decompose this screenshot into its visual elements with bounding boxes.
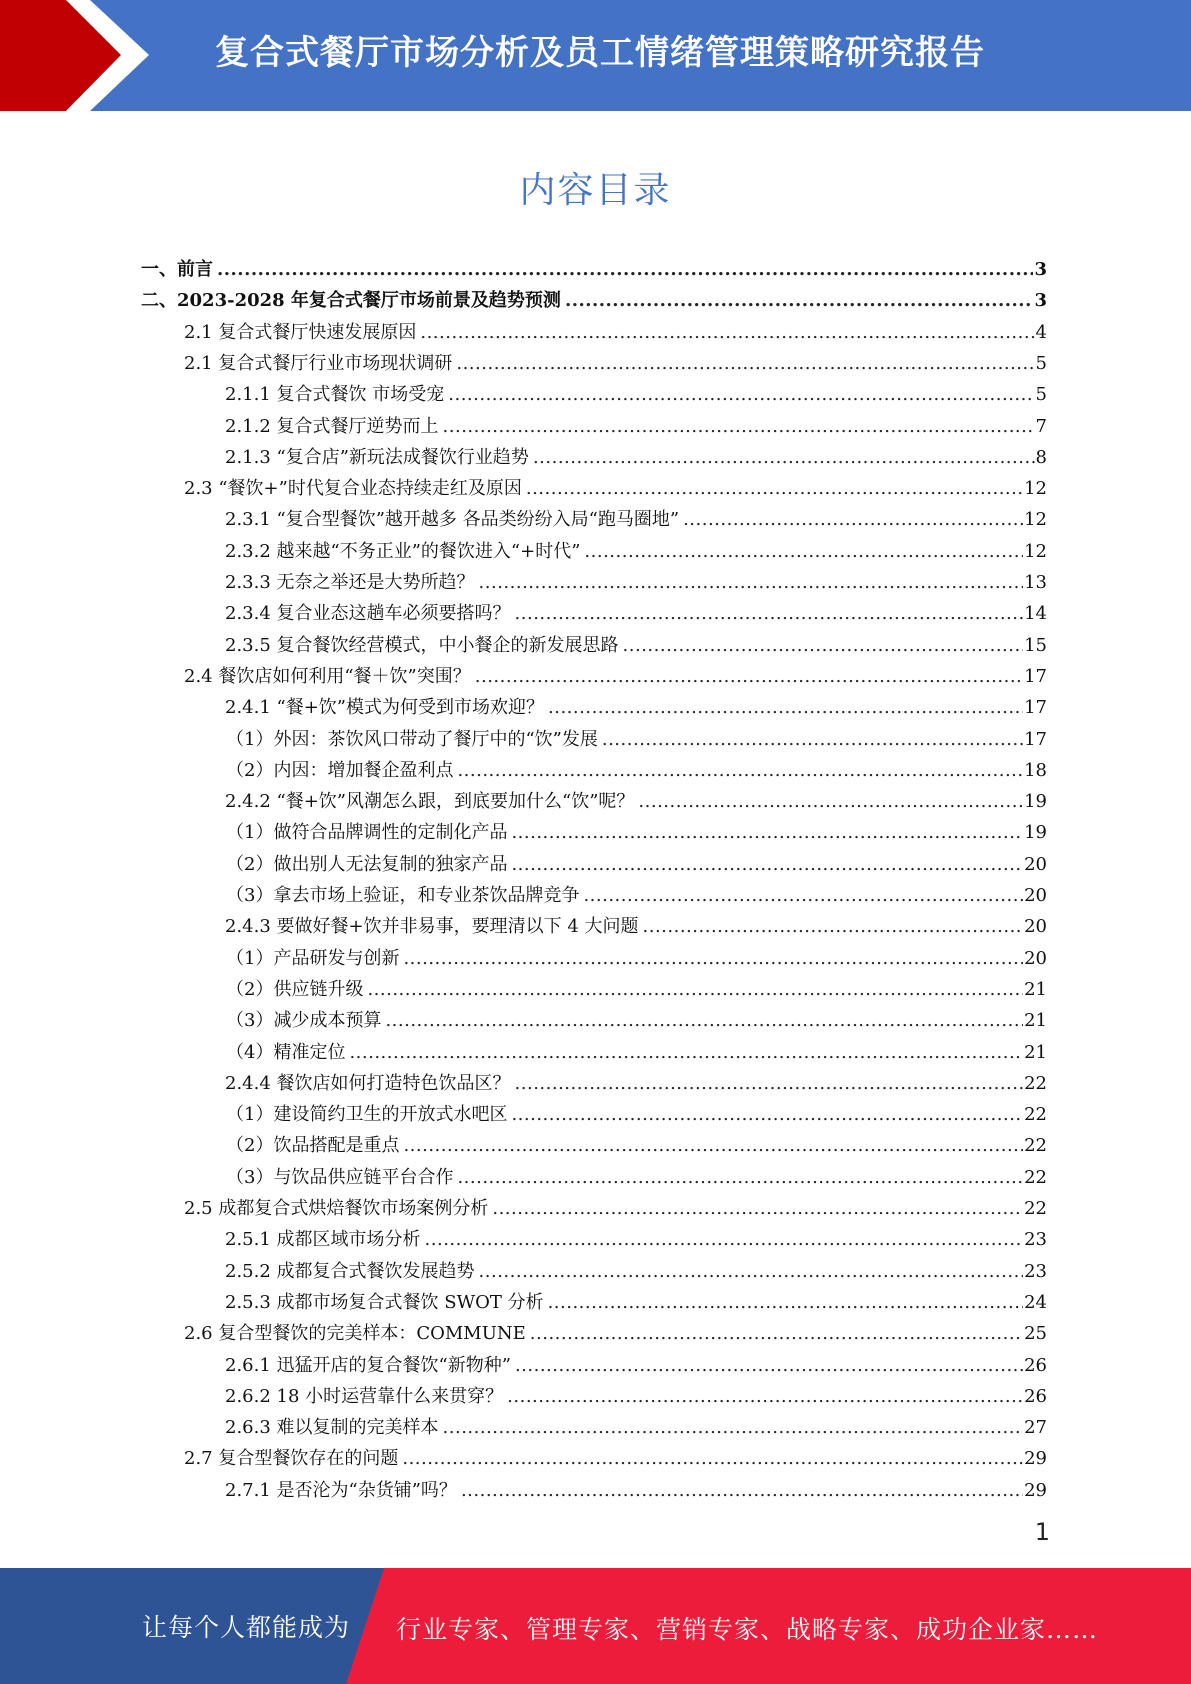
toc-entry-title: 2.4.4 餐饮店如何打造特色饮品区？ [225,1072,511,1094]
toc-entry-page: 5 [1035,384,1047,406]
toc-dot-leader [526,473,1023,504]
toc-dot-leader [479,1256,1024,1287]
toc-entry-title: 2.1.3 “复合店”新玩法成餐饮行业趋势 [225,446,529,468]
toc-entry-title: （3）减少成本预算 [226,1010,382,1032]
toc-entry[interactable] [225,1475,1047,1506]
toc-entry[interactable] [226,817,1047,848]
toc-entry[interactable] [225,630,1047,661]
toc-entry-title: 2.3.2 越来越“不务正业”的餐饮进入“+时代” [225,540,581,562]
toc-dot-leader [385,1005,1023,1036]
toc-dot-leader [530,1318,1023,1349]
toc-entry[interactable] [226,1037,1047,1068]
toc-entry-page: 23 [1024,1260,1047,1282]
toc-entry-page: 29 [1024,1448,1047,1470]
toc-entry[interactable] [226,974,1047,1005]
toc-entry-title: 2.7.1 是否沦为“杂货铺”吗？ [225,1479,457,1501]
toc-dot-leader [515,1068,1024,1099]
toc-entry-title: 2.3.1 “复合型餐饮”越开越多 各品类纷纷入局“跑马圈地” [225,509,680,531]
toc-entry[interactable] [141,254,1047,285]
toc-heading: 内容目录 [519,170,672,211]
toc-dot-leader [511,817,1023,848]
toc-dot-leader [511,849,1023,880]
toc-entry-page: 20 [1024,916,1047,938]
toc-entry-title: （2）供应链升级 [226,978,364,1000]
toc-entry[interactable] [225,786,1047,817]
header-arrow-decoration [0,0,200,111]
page-number: 1 [1034,1518,1050,1546]
toc-entry-title: 2.1 复合式餐厅快速发展原因 [184,321,417,343]
toc-dot-leader [475,661,1023,692]
report-header [0,0,1191,111]
toc-entry-title: 2.5 成都复合式烘焙餐饮市场案例分析 [184,1198,489,1219]
toc-entry[interactable] [225,504,1047,535]
toc-entry-title: 二、2023-2028 年复合式餐厅市场前景及趋势预测 [141,290,561,312]
toc-entry[interactable] [226,724,1047,755]
toc-dot-leader [402,1443,1023,1474]
toc-dot-leader [515,598,1024,629]
toc-dot-leader [456,348,1034,379]
toc-entry-page: 17 [1024,665,1047,687]
toc-entry-page: 27 [1024,1417,1047,1439]
toc-entry-title: （1）产品研发与创新 [226,947,400,969]
toc-entry[interactable] [184,1443,1047,1474]
toc-entry-page: 22 [1024,1135,1047,1157]
toc-entry[interactable] [226,943,1047,974]
toc-entry-title: 2.4.2 “餐+饮”风潮怎么跟，到底要加什么“饮”呢？ [225,791,635,813]
toc-dot-leader [683,504,1023,535]
toc-entry-page: 22 [1024,1104,1047,1126]
toc-entry-page: 4 [1035,321,1047,343]
toc-entry-title: 2.6.1 迅猛开店的复合餐饮“新物种” [225,1354,511,1376]
toc-entry-title: 2.3 “餐饮+”时代复合业态持续走红及原因 [184,478,522,500]
toc-entry[interactable] [225,442,1047,473]
toc-dot-leader [425,1224,1024,1255]
toc-entry[interactable] [225,1287,1047,1318]
toc-entry-page: 20 [1024,885,1047,906]
toc-entry[interactable] [225,911,1047,942]
toc-dot-leader [403,943,1023,974]
toc-entry-title: （2）内因：增加餐企盈利点 [226,759,454,781]
toc-entry-title: 2.6 复合型餐饮的完美样本：COMMUNE [184,1323,526,1345]
toc-entry[interactable] [225,1350,1047,1381]
toc-dot-leader [457,755,1023,786]
toc-dot-leader [349,1037,1023,1068]
toc-entry-page: 21 [1024,978,1047,1000]
toc-entry-title: 2.3.5 复合餐饮经营模式，中小餐企的新发展思路 [225,634,619,656]
toc-entry-page: 12 [1024,478,1047,500]
toc-entry-page: 13 [1024,572,1047,593]
toc-entry-title: （4）精准定位 [226,1041,346,1063]
toc-entry-title: 2.3.3 无奈之举还是大势所趋？ [225,572,475,593]
toc-dot-leader [602,724,1023,755]
toc-entry[interactable] [226,1005,1047,1036]
toc-entry-title: （2）饮品搭配是重点 [226,1135,400,1157]
toc-entry-page: 14 [1024,603,1047,625]
toc-dot-leader [565,285,1034,316]
toc-entry-title: （3）与饮品供应链平台合作 [226,1166,454,1188]
toc-entry[interactable] [225,692,1047,723]
toc-dot-leader [492,1193,1023,1224]
toc-dot-leader [643,911,1024,942]
toc-entry-page: 17 [1024,697,1047,719]
toc-entry[interactable] [184,661,1047,692]
toc-entry-title: （1）做符合品牌调性的定制化产品 [226,822,508,844]
toc-dot-leader [511,1099,1023,1130]
toc-dot-leader [420,317,1034,348]
toc-entry-page: 26 [1024,1354,1047,1376]
toc-entry-title: 2.5.2 成都复合式餐饮发展趋势 [225,1260,475,1282]
toc-entry-page: 15 [1024,634,1047,656]
footer-slogan-right: 行业专家、管理专家、营销专家、战略专家、成功企业家…… [396,1615,1099,1644]
page-footer [0,1568,1191,1684]
toc-dot-leader [515,1350,1023,1381]
toc-entry-page: 22 [1024,1072,1047,1094]
toc-dot-leader [548,1287,1024,1318]
toc-dot-leader [448,379,1034,410]
toc-entry-page: 26 [1024,1385,1047,1407]
toc-entry-title: 2.5.1 成都区域市场分析 [225,1229,421,1251]
toc-entry-title: 2.6.3 难以复制的完美样本 [225,1417,439,1439]
toc-dot-leader [479,567,1024,598]
toc-entry-title: 2.1 复合式餐厅行业市场现状调研 [184,352,453,374]
toc-entry[interactable] [184,1318,1047,1349]
toc-entry-page: 22 [1024,1166,1047,1188]
toc-entry-page: 5 [1035,352,1047,374]
toc-entry[interactable] [225,567,1047,598]
toc-dot-leader [457,1162,1023,1193]
toc-entry-title: 2.4 餐饮店如何利用“餐＋饮”突围？ [184,665,471,687]
toc-entry-page: 23 [1024,1229,1047,1251]
toc-entry[interactable] [184,348,1047,379]
toc-entry-title: 2.1.2 复合式餐厅逆势而上 [225,415,439,437]
toc-entry[interactable] [225,379,1047,410]
toc-entry-page: 7 [1035,415,1047,437]
toc-entry-title: 一、前言 [141,259,213,280]
toc-entry-page: 3 [1034,259,1047,280]
toc-entry[interactable] [184,1193,1047,1224]
toc-entry-title: 2.5.3 成都市场复合式餐饮 SWOT 分析 [225,1291,544,1313]
footer-slogan-left: 让每个人都能成为 [142,1613,351,1642]
toc-dot-leader [548,692,1023,723]
toc-entry-page: 20 [1024,947,1047,969]
toc-dot-leader [443,1412,1024,1443]
toc-entry[interactable] [225,1256,1047,1287]
toc-entry[interactable] [226,880,1047,911]
toc-entry[interactable] [184,317,1047,348]
toc-dot-leader [507,1381,1023,1412]
toc-entry-page: 20 [1024,853,1047,875]
toc-entry[interactable] [225,598,1047,629]
report-title: 复合式餐厅市场分析及员工情绪管理策略研究报告 [215,33,985,73]
toc-entry[interactable] [184,473,1047,504]
toc-dot-leader [584,536,1023,567]
toc-entry-title: 2.4.1 “餐+饮”模式为何受到市场欢迎？ [225,697,545,719]
toc-entry[interactable] [225,1381,1047,1412]
toc-entry[interactable] [226,1162,1047,1193]
toc-entry-title: 2.4.3 要做好餐+饮并非易事，要理清以下 4 大问题 [225,916,639,938]
toc-entry-page: 12 [1024,540,1047,562]
toc-entry-page: 29 [1024,1479,1047,1501]
toc-entry[interactable] [225,536,1047,567]
toc-dot-leader [367,974,1023,1005]
toc-entry-title: （1）外因：茶饮风口带动了餐厅中的“饮”发展 [226,728,598,750]
toc-entry-page: 8 [1035,446,1047,468]
toc-dot-leader [533,442,1035,473]
toc-entry[interactable] [226,1130,1047,1161]
toc-entry-title: （3）拿去市场上验证，和专业茶饮品牌竞争 [226,885,580,906]
toc-entry-page: 17 [1024,728,1047,750]
toc-entry[interactable] [141,285,1047,316]
toc-entry[interactable] [225,1068,1047,1099]
toc-dot-leader [583,880,1023,911]
toc-dot-leader [217,254,1033,285]
toc-entry[interactable] [225,411,1047,442]
toc-entry-title: 2.3.4 复合业态这趟车必须要搭吗？ [225,603,511,625]
toc-entry-title: 2.1.1 复合式餐饮 市场受宠 [225,384,445,406]
toc-entry-page: 3 [1034,290,1047,312]
toc-entry[interactable] [225,1224,1047,1255]
toc-entry[interactable] [226,849,1047,880]
toc-entry-page: 21 [1024,1010,1047,1032]
toc-dot-leader [443,411,1035,442]
toc-dot-leader [461,1475,1023,1506]
toc-entry-page: 18 [1024,759,1047,781]
toc-entry-title: 2.7 复合型餐饮存在的问题 [184,1448,399,1470]
toc-entry-title: （1）建设简约卫生的开放式水吧区 [226,1104,508,1126]
toc-dot-leader [638,786,1023,817]
toc-entry-page: 25 [1024,1323,1047,1345]
toc-entry-title: 2.6.2 18 小时运营靠什么来贯穿？ [225,1385,504,1407]
toc-entry[interactable] [226,1099,1047,1130]
toc-entry-page: 21 [1024,1041,1047,1063]
toc-entry-page: 19 [1024,791,1047,813]
toc-entry[interactable] [225,1412,1047,1443]
toc-dot-leader [403,1130,1023,1161]
toc-entry-page: 24 [1024,1291,1047,1313]
toc-entry-page: 22 [1024,1198,1047,1219]
toc-entry-title: （2）做出别人无法复制的独家产品 [226,853,508,875]
toc-entry-page: 12 [1024,509,1047,531]
toc-entry[interactable] [226,755,1047,786]
toc-entry-page: 19 [1024,822,1047,844]
toc-dot-leader [623,630,1024,661]
